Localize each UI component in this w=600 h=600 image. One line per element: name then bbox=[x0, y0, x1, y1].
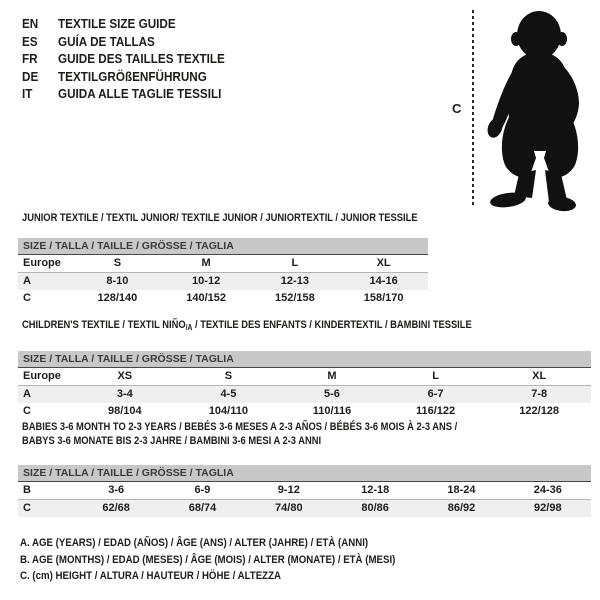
column-header: S bbox=[224, 370, 233, 382]
table-cell: 12-18 bbox=[361, 484, 390, 496]
column-header: L bbox=[432, 370, 439, 382]
footnote-c: C. (cm) HEIGHT / ALTURA / HAUTEUR / HÖHE / ALTEZZA bbox=[20, 570, 282, 582]
table-cell: 6-7 bbox=[427, 388, 444, 400]
language-code: FR bbox=[22, 51, 38, 66]
table-cell: 110/116 bbox=[312, 405, 352, 417]
column-header: M bbox=[327, 370, 337, 382]
table-cell: 24-36 bbox=[533, 484, 562, 496]
table-cell: 68/74 bbox=[188, 502, 217, 514]
table-cell: 86/92 bbox=[447, 502, 476, 514]
babies-section bbox=[18, 420, 591, 517]
row-label: A bbox=[23, 275, 31, 287]
column-header: Europe bbox=[23, 257, 61, 269]
language-title: GUÍA DE TALLAS bbox=[58, 33, 155, 49]
column-header: XL bbox=[376, 257, 391, 269]
row-label: C bbox=[23, 292, 31, 304]
column-header: L bbox=[291, 257, 299, 269]
column-header: Europe bbox=[23, 370, 61, 382]
table-cell: 9-12 bbox=[277, 484, 300, 496]
table-cell: 92/98 bbox=[534, 502, 562, 514]
junior-size-bar: SIZE / TALLA / TAILLE / GRÖSSE / TAGLIA bbox=[18, 238, 428, 255]
language-code: ES bbox=[22, 33, 38, 49]
table-cell: 62/68 bbox=[102, 502, 130, 514]
row-label: A bbox=[23, 388, 31, 400]
footnote-a: A. AGE (YEARS) / EDAD (AÑOS) / ÂGE (ANS) / ALTER (JAHRE) / ETÀ (ANNI) bbox=[20, 537, 369, 549]
baby-silhouette-icon bbox=[483, 8, 597, 212]
language-row-en bbox=[22, 15, 225, 33]
table-cell: 8-10 bbox=[106, 275, 129, 287]
table-cell: 122/128 bbox=[519, 405, 560, 417]
table-cell: 104/110 bbox=[208, 405, 248, 417]
junior-row-c bbox=[18, 290, 428, 307]
table-cell: 3-4 bbox=[116, 388, 133, 400]
junior-row-a bbox=[18, 273, 428, 290]
table-cell: 18-24 bbox=[447, 484, 476, 496]
language-title: TEXTILE SIZE GUIDE bbox=[58, 16, 176, 31]
children-row-c bbox=[18, 403, 591, 420]
children-header-row bbox=[18, 368, 591, 386]
row-label: C bbox=[23, 405, 31, 417]
babies-row-b bbox=[18, 482, 591, 500]
table-cell: 74/80 bbox=[275, 502, 303, 514]
table-cell: 12-13 bbox=[280, 275, 309, 287]
language-code: EN bbox=[22, 16, 39, 31]
column-header: S bbox=[113, 257, 122, 269]
table-cell: 14-16 bbox=[369, 275, 398, 287]
table-cell: 152/158 bbox=[274, 292, 315, 304]
language-row-es bbox=[22, 33, 225, 51]
language-code: IT bbox=[22, 86, 33, 101]
junior-header-row bbox=[18, 255, 428, 273]
table-cell: 158/170 bbox=[363, 292, 404, 304]
subscript-label: /A bbox=[185, 323, 193, 332]
table-cell: 3-6 bbox=[108, 484, 125, 496]
footnote-b: B. AGE (MONTHS) / EDAD (MESES) / ÂGE (MOIS) / ALTER (MONATE) / ETÀ (MESI) bbox=[20, 553, 396, 566]
language-code: DE bbox=[22, 68, 39, 84]
row-label: C bbox=[23, 502, 31, 514]
column-header: M bbox=[201, 257, 211, 269]
column-header: XS bbox=[117, 370, 133, 382]
table-cell: 4-5 bbox=[220, 388, 237, 400]
language-row-it bbox=[22, 85, 225, 103]
junior-section bbox=[18, 211, 428, 307]
table-cell: 5-6 bbox=[324, 388, 340, 400]
table-cell: 80/86 bbox=[361, 502, 389, 514]
language-title: TEXTILGRÖßENFÜHRUNG bbox=[58, 68, 207, 84]
table-cell: 98/104 bbox=[107, 405, 142, 417]
height-dashed-line bbox=[472, 10, 474, 207]
table-cell: 7-8 bbox=[531, 388, 548, 400]
language-title: GUIDA ALLE TAGLIE TESSILI bbox=[58, 86, 222, 101]
language-row-de bbox=[22, 68, 225, 86]
language-title: GUIDE DES TAILLES TEXTILE bbox=[58, 51, 225, 66]
junior-section-title: JUNIOR TEXTILE / TEXTIL JUNIOR/ TEXTILE JUNIOR / JUNIORTEXTIL / JUNIOR TESSILE bbox=[22, 212, 418, 224]
column-header: XL bbox=[532, 370, 547, 382]
babies-row-c bbox=[18, 500, 591, 517]
children-section-title: CHILDREN'S TEXTILE / TEXTIL $NIÑO_{/A}$ / TEXTILE DES ENFANTS / KINDERTEXTIL / BAMBINI TESSILE bbox=[22, 319, 472, 332]
language-title-block bbox=[22, 15, 247, 103]
table-cell: 116/122 bbox=[416, 405, 456, 417]
table-cell: 10-12 bbox=[192, 275, 221, 287]
height-measure-label: C bbox=[452, 101, 462, 116]
children-size-bar: SIZE / TALLA / TAILLE / GRÖSSE / TAGLIA bbox=[18, 351, 591, 368]
row-label: B bbox=[23, 484, 31, 496]
children-row-a bbox=[18, 386, 591, 403]
babies-size-bar: SIZE / TALLA / TAILLE / GRÖSSE / TAGLIA bbox=[18, 465, 591, 482]
table-cell: 128/140 bbox=[97, 292, 138, 304]
children-section bbox=[18, 318, 591, 420]
table-cell: 6-9 bbox=[194, 484, 211, 496]
footnotes-block bbox=[20, 535, 447, 585]
language-row-fr bbox=[22, 50, 225, 68]
table-cell: 140/152 bbox=[186, 292, 226, 304]
babies-section-title: BABIES 3-6 MONTH TO 2-3 YEARS / BEBÉS 3-6 MESES A 2-3 AÑOS / BÉBÉS 3-6 MOIS À 2-3 ANS / BABYS 3-6 MONATE BIS 2-3 JAHRE / BAMBINI 3-6 MESI A 2-3 ANNI bbox=[22, 421, 458, 447]
